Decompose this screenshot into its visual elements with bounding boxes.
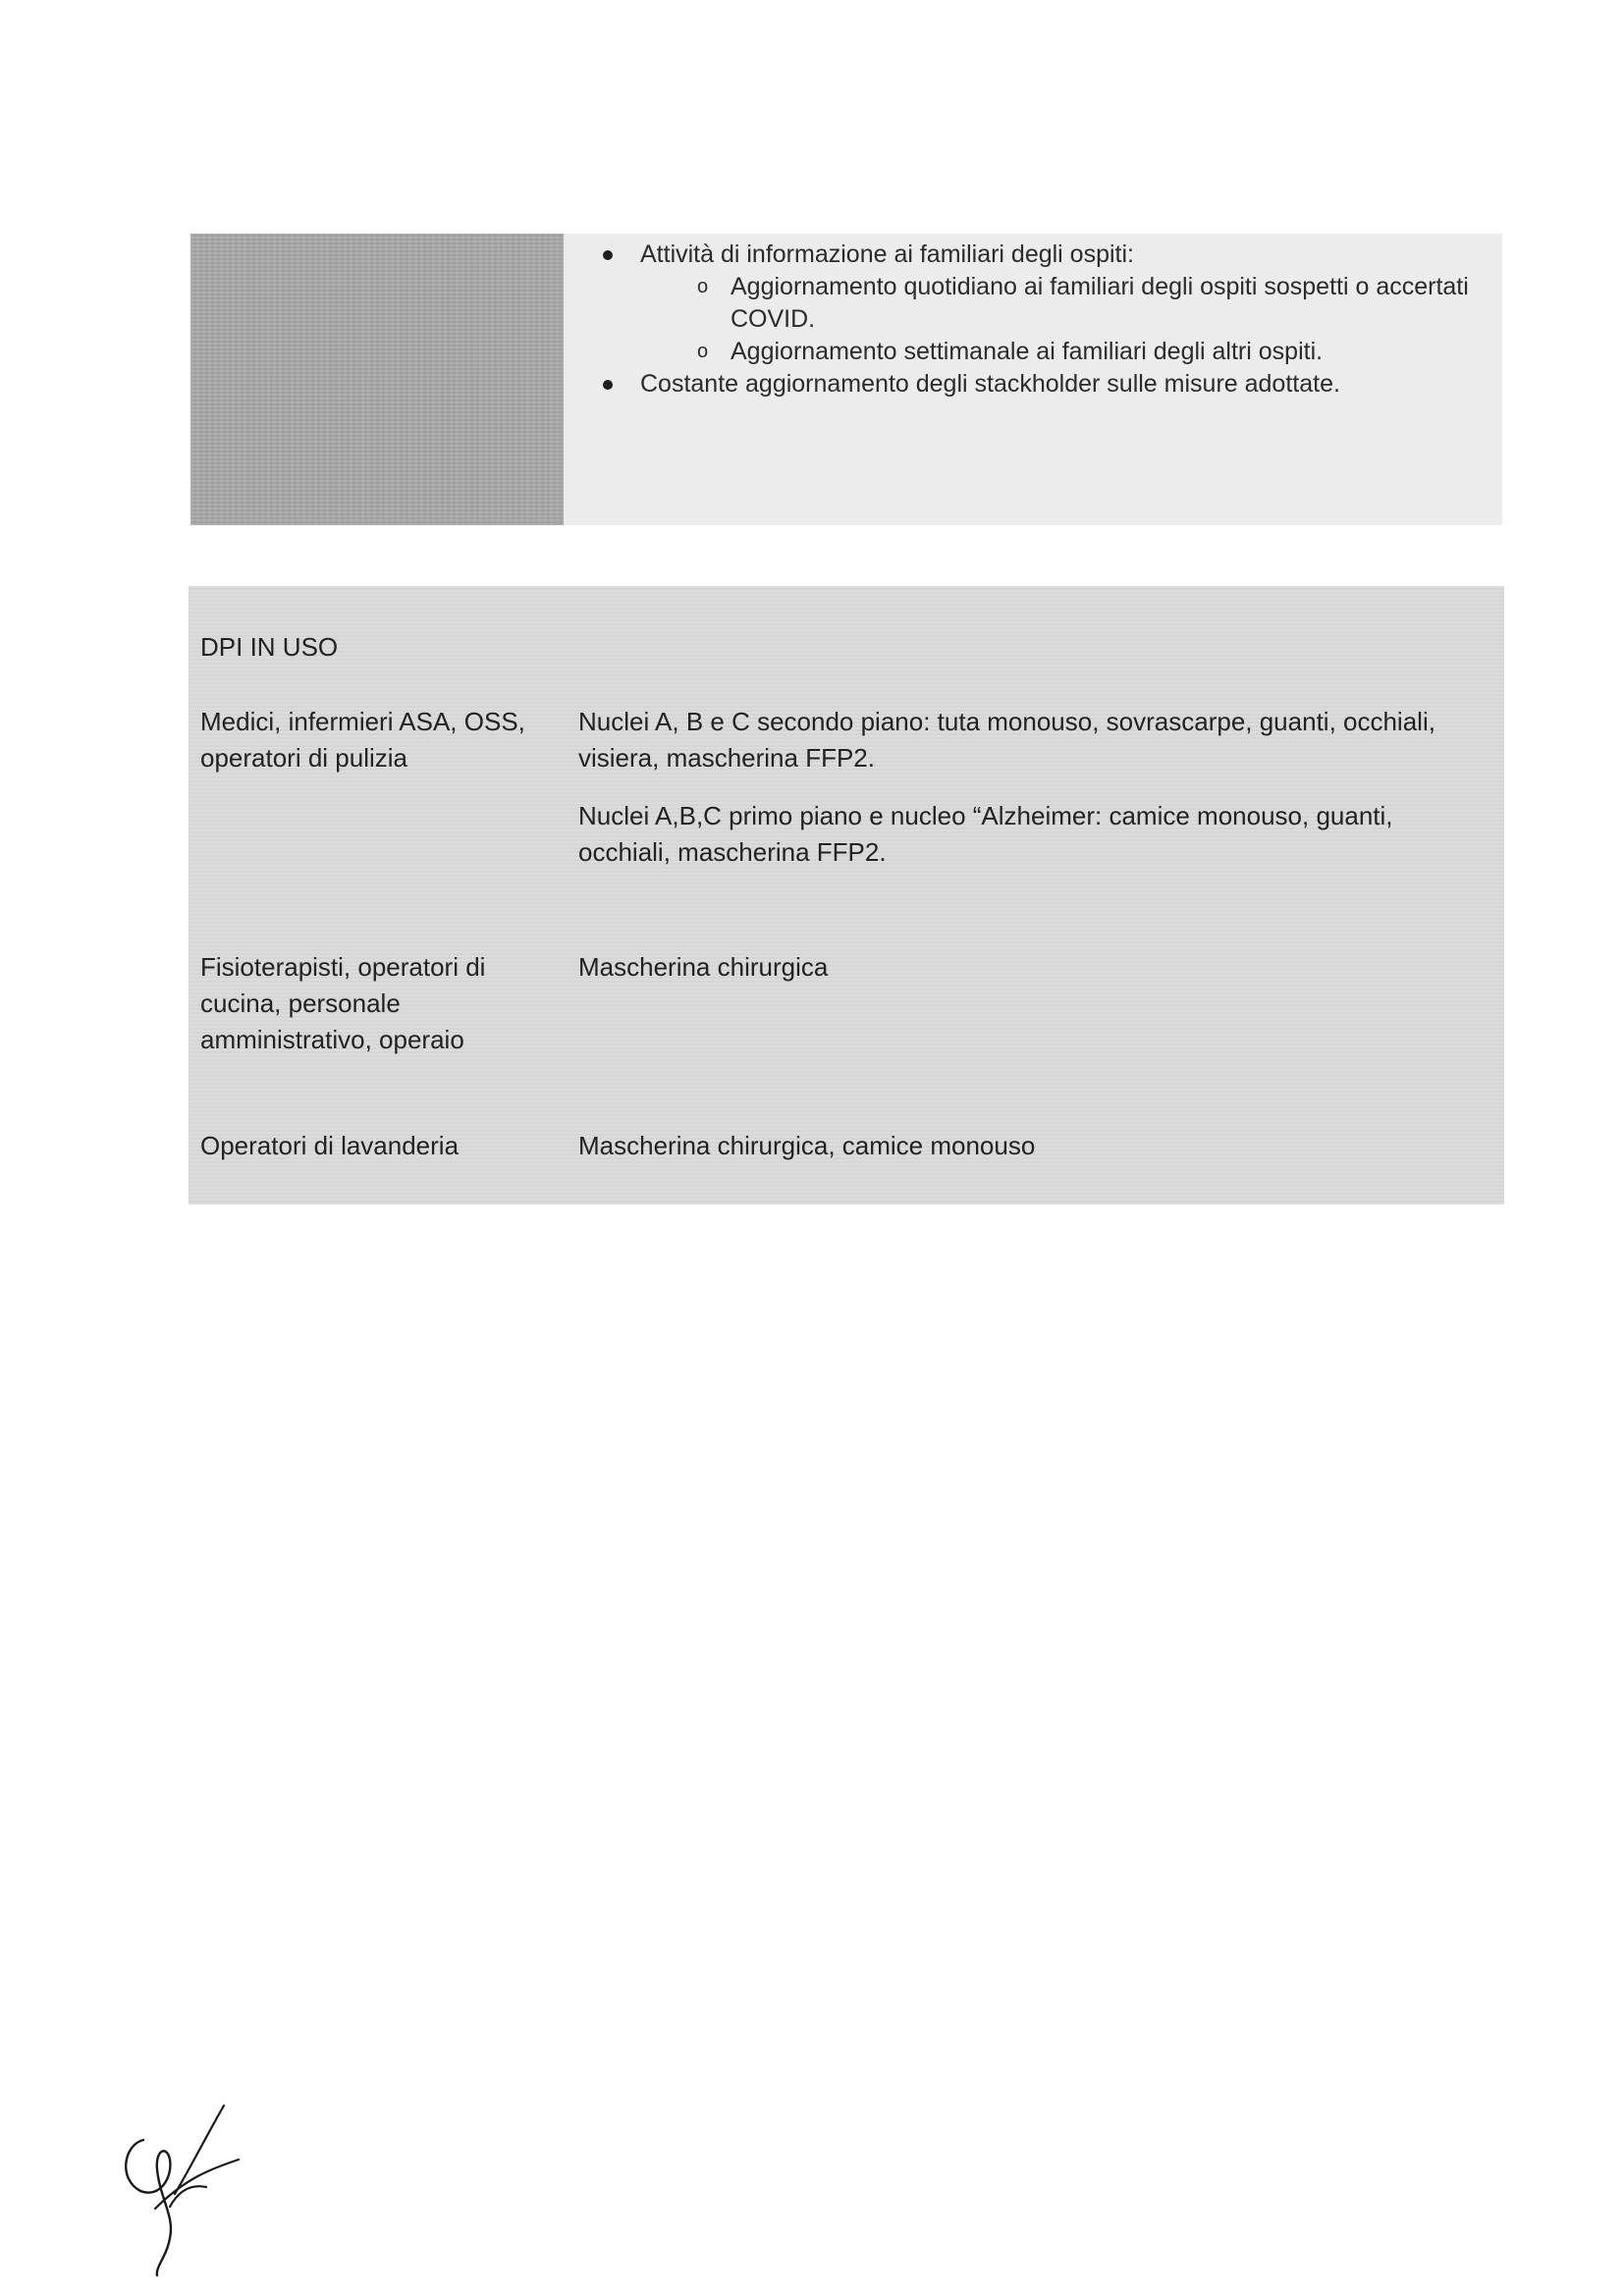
subitem-text: Aggiornamento quotidiano ai familiari degli ospiti sospetti o accertati COVID.	[731, 273, 1469, 333]
dpi-text: Mascherina chirurgica, camice monouso	[578, 1131, 1036, 1160]
dpi-table	[189, 586, 1504, 1204]
handwritten-signature-icon	[116, 2101, 244, 2277]
list-subitem	[603, 336, 1487, 368]
dpi-cell	[578, 949, 1489, 1058]
dpi-text: Nuclei A, B e C secondo piano: tuta monouso, sovrascarpe, guanti, occhiali, visiera, mascherina FFP2.	[578, 707, 1435, 773]
dpi-text: Nuclei A,B,C primo piano e nucleo “Alzheimer: camice monouso, guanti, occhiali, mascherina FFP2.	[578, 801, 1393, 867]
dpi-cell	[578, 1128, 1489, 1186]
dpi-text: Mascherina chirurgica	[578, 952, 829, 982]
table-row	[200, 949, 1489, 1058]
table-title: DPI IN USO	[200, 632, 339, 662]
list-item	[603, 368, 1487, 400]
info-activities-section	[190, 234, 1502, 525]
list-item	[603, 239, 1487, 271]
dpi-cell	[578, 704, 1489, 892]
bullet-icon	[603, 380, 613, 390]
sub-bullet-icon: o	[697, 341, 709, 362]
role-cell: Fisioterapisti, operatori di cucina, personale amministrativo, operaio	[200, 952, 486, 1054]
role-cell: Medici, infermieri ASA, OSS, operatori di pulizia	[200, 707, 525, 773]
list-subitem	[603, 271, 1487, 336]
bullet-text: Attività di informazione ai familiari degli ospiti:	[640, 240, 1134, 268]
shaded-label-cell	[190, 234, 564, 525]
table-row	[200, 1128, 1489, 1186]
subitem-text: Aggiornamento settimanale ai familiari degli altri ospiti.	[731, 338, 1324, 365]
bullet-text: Costante aggiornamento degli stackholder sulle misure adottate.	[640, 370, 1340, 398]
info-activities-list	[564, 234, 1502, 525]
sub-bullet-icon: o	[697, 276, 709, 297]
bullet-icon	[603, 250, 613, 260]
table-row	[200, 704, 1489, 892]
role-cell: Operatori di lavanderia	[200, 1131, 460, 1160]
